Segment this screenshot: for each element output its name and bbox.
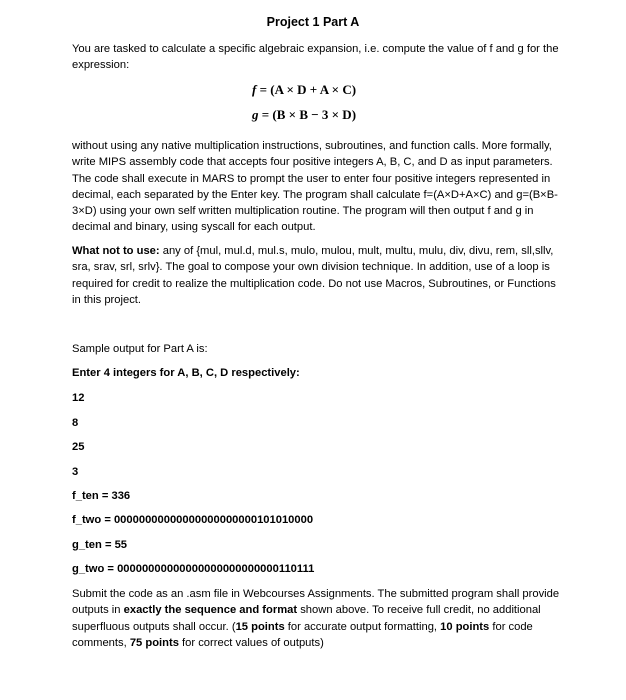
sample-output-g-two: g_two = 00000000000000000000000000110111 [72,563,315,575]
sample-output-f-ten: f_ten = 336 [72,490,131,502]
submission-text-2: shown above. To receive full credit, no additional superfluous outputs shall occur. ( [72,604,541,633]
intro-paragraph: You are tasked to calculate a specific algebraic expansion, i.e. compute the value of f and g for the expression: [72,43,559,72]
document-title: Project 1 Part A [266,15,360,29]
submission-points-formatting: 15 points [235,620,285,633]
sample-prompt: Enter 4 integers for A, B, C, D respectively: [72,367,300,379]
equation-g-lhs: g [252,107,259,122]
equation-g-rhs: = (B × B − 3 × D) [258,107,357,122]
submission-paragraph [72,586,560,651]
sample-output-g-ten: g_ten = 55 [72,539,128,551]
equation-f [252,82,356,98]
submission-text-4: for code comments, [72,620,533,649]
restrictions-paragraph [72,243,560,308]
description-paragraph: without using any native multiplication instructions, subroutines, and function calls. More formally, write MIPS assembly code that accepts four positive integers A, B, C, and D as input parameters. The code shall execute in MARS to prompt the user to enter four positive integers represented in decimal, each separated by the Enter key. The program shall calculate f=(A×D+A×C) and g=(B×B-3×D) using your own self written multiplication routine. The program will then output f and g in decimal and binary, using syscall for each output. [72,140,558,234]
sample-input-c: 25 [72,441,85,453]
equation-f-rhs: = (A × D + A × C) [256,82,357,97]
restrictions-text: any of {mul, mul.d, mul.s, mulo, mulou, mult, multu, mulu, div, divu, rem, sll,sllv, sra, srav, srl, srlv}. The goal to compose your own division technique. In addition, use of a loop is required for credit to realize the multiplication code. Do not use Macros, Subroutines, or Functions in this project. [72,245,556,306]
restrictions-label: What not to use: [72,245,160,257]
submission-text-5: for correct values of outputs) [178,636,324,649]
sample-input-a: 12 [72,392,85,404]
equation-f-lhs: f [252,82,257,97]
sample-heading: Sample output for Part A is: [72,343,208,355]
submission-points-values: 75 points [129,636,179,649]
submission-text-3: for accurate output formatting, [284,620,441,633]
sample-output-f-two: f_two = 00000000000000000000000101010000 [72,514,314,526]
equation-g [252,107,356,123]
submission-points-comments: 10 points [440,620,490,633]
sample-input-d: 3 [72,466,79,478]
sample-input-b: 8 [72,417,79,429]
submission-emphasis-format: exactly the sequence and format [123,604,298,617]
submission-text-1: Submit the code as an .asm file in Webcourses Assignments. The submitted program shall provide outputs in [72,588,560,617]
